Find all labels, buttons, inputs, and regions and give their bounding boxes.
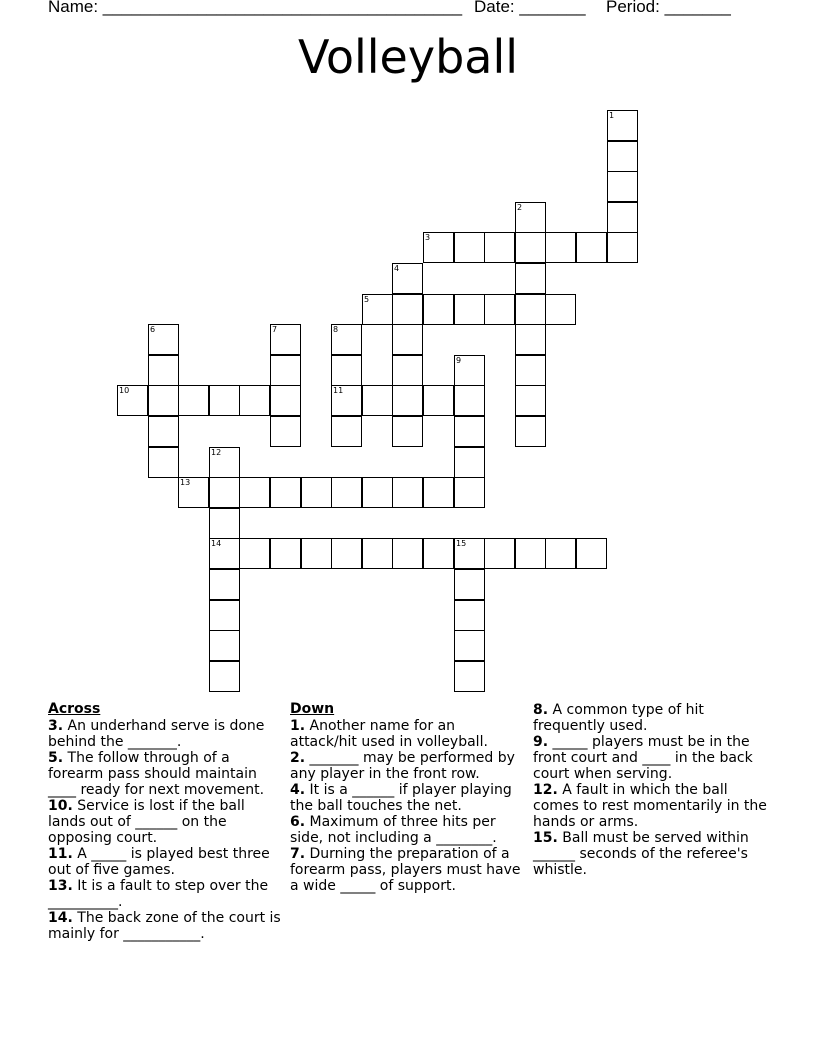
- grid-cell[interactable]: [423, 477, 454, 508]
- across-clues: [48, 700, 283, 942]
- across-heading: Across: [48, 701, 101, 717]
- grid-cell[interactable]: [239, 385, 270, 416]
- grid-cell[interactable]: [178, 477, 209, 508]
- grid-cell[interactable]: [209, 630, 240, 661]
- grid-cell[interactable]: [484, 538, 515, 569]
- clue-number: 13: [180, 478, 191, 487]
- grid-cell[interactable]: [576, 232, 607, 263]
- down-heading: Down: [290, 701, 335, 717]
- grid-cell[interactable]: [239, 538, 270, 569]
- grid-cell[interactable]: [209, 600, 240, 631]
- grid-cell[interactable]: [392, 355, 423, 386]
- clue-down-15: 15. Ball must be served within ______ seconds of the referee's whistle.: [533, 830, 749, 878]
- grid-cell[interactable]: [423, 232, 454, 263]
- grid-cell[interactable]: [454, 630, 485, 661]
- grid-cell[interactable]: [331, 355, 362, 386]
- clue-across-11: 11. A _____ is played best three out of five games.: [48, 846, 270, 878]
- clue-down-7: 7. Durning the preparation of a forearm pass, players must have a wide _____ of support.: [290, 846, 521, 894]
- grid-cell[interactable]: [270, 416, 301, 447]
- clue-number: 14: [211, 539, 222, 548]
- clue-across-14: 14. The back zone of the court is mainly for ___________.: [48, 910, 281, 942]
- grid-cell[interactable]: [148, 416, 179, 447]
- grid-cell[interactable]: [515, 416, 546, 447]
- clue-down-9: 9. _____ players must be in the front court and ____ in the back court when serving.: [533, 734, 753, 782]
- clue-number: 6: [150, 325, 156, 334]
- clue-across-3: 3. An underhand serve is done behind the _______.: [48, 718, 265, 750]
- grid-cell[interactable]: [209, 569, 240, 600]
- grid-cell[interactable]: [270, 324, 301, 355]
- grid-cell[interactable]: [515, 202, 546, 233]
- clue-down-8: 8. A common type of hit frequently used.: [533, 702, 704, 734]
- grid-cell[interactable]: [209, 477, 240, 508]
- clue-number: 9: [456, 356, 462, 365]
- grid-cell[interactable]: [392, 385, 423, 416]
- puzzle-title: Volleyball: [297, 30, 519, 84]
- date-field: Date: _______: [474, 0, 586, 16]
- grid-cell[interactable]: [607, 171, 638, 202]
- grid-cell[interactable]: [148, 324, 179, 355]
- name-field: Name: ______________________________________: [48, 0, 463, 16]
- clue-number: 1: [609, 111, 615, 120]
- grid-cell[interactable]: [209, 447, 240, 478]
- grid-cell[interactable]: [454, 385, 485, 416]
- grid-cell[interactable]: [515, 232, 546, 263]
- clue-number: 2: [517, 203, 523, 212]
- period-field: Period: _______: [606, 0, 731, 16]
- grid-cell[interactable]: [270, 385, 301, 416]
- clue-number: 12: [211, 448, 222, 457]
- grid-cell[interactable]: [392, 294, 423, 325]
- grid-cell[interactable]: [239, 477, 270, 508]
- grid-cell[interactable]: [392, 324, 423, 355]
- grid-cell[interactable]: [331, 324, 362, 355]
- grid-cell[interactable]: [515, 324, 546, 355]
- grid-cell[interactable]: [454, 477, 485, 508]
- grid-cell[interactable]: [148, 355, 179, 386]
- grid-cell[interactable]: [392, 538, 423, 569]
- down-clues-2: [533, 702, 773, 878]
- grid-cell[interactable]: [392, 263, 423, 294]
- grid-cell[interactable]: [270, 477, 301, 508]
- grid-cell[interactable]: [607, 202, 638, 233]
- grid-cell[interactable]: [209, 538, 240, 569]
- grid-cell[interactable]: [209, 661, 240, 692]
- grid-cell[interactable]: [331, 385, 362, 416]
- clue-number: 3: [425, 233, 431, 242]
- grid-cell[interactable]: [607, 232, 638, 263]
- grid-cell[interactable]: [270, 538, 301, 569]
- grid-cell[interactable]: [362, 294, 393, 325]
- grid-cell[interactable]: [392, 416, 423, 447]
- grid-cell[interactable]: [515, 263, 546, 294]
- grid-cell[interactable]: [301, 538, 332, 569]
- grid-cell[interactable]: [454, 447, 485, 478]
- grid-cell[interactable]: [545, 294, 576, 325]
- clue-down-6: 6. Maximum of three hits per side, not including a ________.: [290, 814, 497, 846]
- clue-down-1: 1. Another name for an attack/hit used in volleyball.: [290, 718, 488, 750]
- grid-cell[interactable]: [301, 477, 332, 508]
- grid-cell[interactable]: [576, 538, 607, 569]
- grid-cell[interactable]: [454, 355, 485, 386]
- grid-cell[interactable]: [607, 110, 638, 141]
- grid-cell[interactable]: [454, 661, 485, 692]
- grid-cell[interactable]: [331, 538, 362, 569]
- grid-cell[interactable]: [454, 232, 485, 263]
- clue-down-4: 4. It is a ______ if player playing the ball touches the net.: [290, 782, 512, 814]
- clue-number: 4: [394, 264, 400, 273]
- grid-cell[interactable]: [607, 141, 638, 172]
- grid-cell[interactable]: [148, 447, 179, 478]
- clue-down-12: 12. A fault in which the ball comes to rest momentarily in the hands or arms.: [533, 782, 767, 830]
- clue-across-10: 10. Service is lost if the ball lands out of ______ on the opposing court.: [48, 798, 245, 846]
- grid-cell[interactable]: [454, 600, 485, 631]
- grid-cell[interactable]: [454, 294, 485, 325]
- grid-cell[interactable]: [331, 416, 362, 447]
- clue-number: 11: [333, 386, 344, 395]
- grid-cell[interactable]: [423, 538, 454, 569]
- clue-down-2: 2. _______ may be performed by any player in the front row.: [290, 750, 515, 782]
- grid-cell[interactable]: [362, 538, 393, 569]
- grid-cell[interactable]: [270, 355, 301, 386]
- grid-cell[interactable]: [454, 416, 485, 447]
- grid-cell[interactable]: [545, 232, 576, 263]
- grid-cell[interactable]: [423, 385, 454, 416]
- grid-cell[interactable]: [515, 538, 546, 569]
- grid-cell[interactable]: [362, 477, 393, 508]
- grid-cell[interactable]: [454, 538, 485, 569]
- grid-cell[interactable]: [209, 385, 240, 416]
- grid-cell[interactable]: [515, 385, 546, 416]
- grid-cell[interactable]: [148, 385, 179, 416]
- clue-number: 15: [456, 539, 467, 548]
- grid-cell[interactable]: [545, 538, 576, 569]
- clue-number: 5: [364, 295, 370, 304]
- grid-cell[interactable]: [178, 385, 209, 416]
- grid-cell[interactable]: [454, 569, 485, 600]
- grid-cell[interactable]: [331, 477, 362, 508]
- grid-cell[interactable]: [423, 294, 454, 325]
- clue-number: 8: [333, 325, 339, 334]
- grid-cell[interactable]: [209, 508, 240, 539]
- grid-cell[interactable]: [515, 355, 546, 386]
- grid-cell[interactable]: [117, 385, 148, 416]
- clue-across-5: 5. The follow through of a forearm pass should maintain ____ ready for next movement.: [48, 750, 265, 798]
- grid-cell[interactable]: [484, 294, 515, 325]
- grid-cell[interactable]: [515, 294, 546, 325]
- down-clues-1: [290, 700, 525, 894]
- grid-cell[interactable]: [362, 385, 393, 416]
- grid-cell[interactable]: [392, 477, 423, 508]
- clue-across-13: 13. It is a fault to step over the __________.: [48, 878, 269, 910]
- clue-number: 10: [119, 386, 130, 395]
- clue-number: 7: [272, 325, 278, 334]
- grid-cell[interactable]: [484, 232, 515, 263]
